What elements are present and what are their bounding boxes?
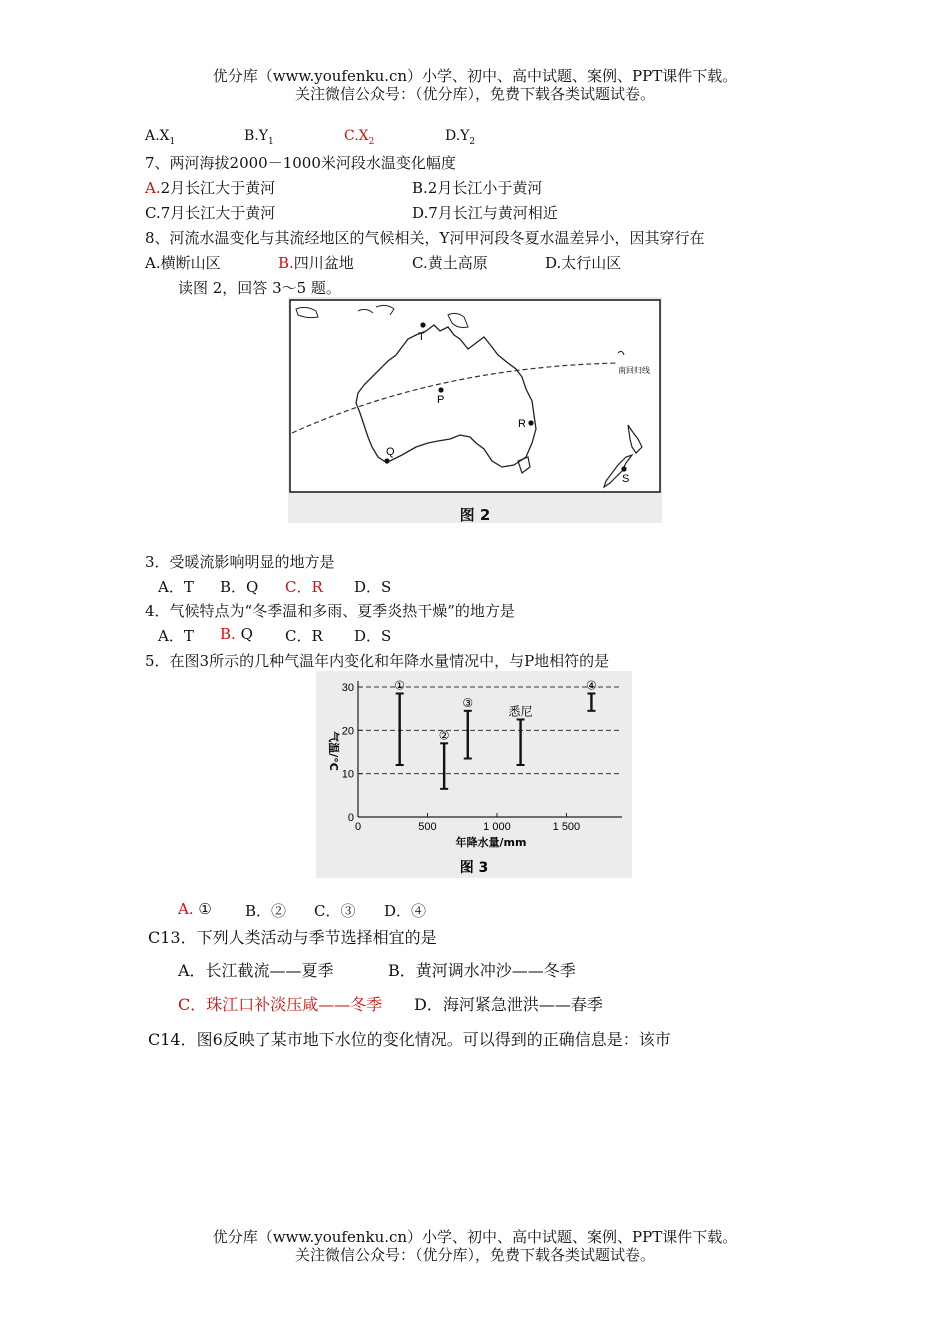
chart-x-axis-label: 年降水量/mm (455, 836, 527, 849)
q13-option-c: C．珠江口补淡压咸——冬季 (178, 995, 383, 1014)
q6-option-b: $B.Y_1$ (244, 128, 274, 147)
header-line-1: 优分库（www.youfenku.cn）小学、初中、高中试题、案例、PPT课件下载。 (212, 67, 738, 85)
footer-line-2: 关注微信公众号：（优分库），免费下载各类试题试卷。 (294, 1246, 655, 1264)
q3-option-b: B．Q (220, 578, 259, 596)
chart-y-axis-label: 气温/°C (327, 731, 340, 771)
q5-option-c: C．③ (314, 902, 356, 920)
x-tick-label-0: 0 (354, 821, 362, 833)
q7-option-b: B.2月长江小于黄河 (412, 179, 543, 197)
q7-option-d: D.7月长江与黄河相近 (412, 204, 558, 222)
point-s-marker (621, 466, 626, 471)
y-tick-label-3: 30 (341, 682, 354, 694)
point-p-label: P (437, 394, 445, 406)
point-r-label: R (518, 418, 526, 430)
q4-option-c: C．R (285, 627, 323, 645)
q4-option-a: A．T (158, 627, 194, 645)
q6-option-c: $C.X_2$ (344, 128, 375, 147)
range-label-0: ① (394, 678, 406, 693)
q6-option-a: $A.X_1$ (145, 128, 176, 147)
map-frame (290, 300, 660, 492)
footer-line-1: 优分库（www.youfenku.cn）小学、初中、高中试题、案例、PPT课件下载。 (212, 1228, 738, 1246)
q13-option-d: D．海河紧急泄洪——春季 (414, 995, 603, 1014)
q4-option-d: D．S (354, 627, 392, 645)
q8-option-c: C.黄土高原 (412, 254, 488, 272)
range-label-3: 悉尼 (508, 704, 533, 719)
q5-option-d: D．④ (384, 902, 427, 920)
range-label-4: ④ (586, 678, 597, 693)
chart-figure (316, 671, 632, 878)
y-tick-label-0: 0 (347, 812, 354, 824)
australia-map (288, 297, 662, 523)
q5-option-b: B．② (245, 902, 287, 920)
y-tick-label-1: 10 (341, 768, 354, 781)
q3-option-d: D．S (354, 578, 392, 596)
point-t-label: T (418, 331, 425, 343)
x-tick-label-2: 1 000 (483, 821, 511, 833)
map-figure (288, 297, 662, 523)
q5-stem: 5．在图3所示的几种气温年内变化和年降水量情况中，与P地相符的是 (145, 652, 610, 670)
q14-stem: C14．图6反映了某市地下水位的变化情况。可以得到的正确信息是：该市 (148, 1030, 671, 1049)
point-s-label: S (622, 473, 630, 485)
point-q-label: Q (386, 446, 395, 458)
point-q-marker (384, 458, 389, 463)
y-tick-label-2: 20 (341, 725, 354, 738)
q7-option-a: A.2月长江大于黄河 (145, 179, 276, 197)
figure-2-caption: 图 2 (459, 506, 491, 524)
figure-3-caption: 图 3 (459, 860, 489, 876)
header-line-2: 关注微信公众号：（优分库），免费下载各类试题试卷。 (294, 85, 655, 103)
point-t-marker (420, 322, 425, 327)
temperature-precipitation-chart (316, 671, 632, 878)
q13-option-a: A．长江截流——夏季 (178, 961, 334, 980)
q8-option-b: B.四川盆地 (278, 254, 354, 272)
q7-stem: 7、两河海拔2000－1000米河段水温变化幅度 (145, 154, 456, 172)
q13-stem: C13．下列人类活动与季节选择相宜的是 (148, 928, 437, 947)
q8-option-a: A.横断山区 (145, 254, 221, 272)
q5-option-a: A. ① (178, 900, 212, 918)
q4-option-b: B. Q (220, 625, 253, 643)
q13-option-b: B．黄河调水冲沙——冬季 (388, 961, 576, 980)
q3-option-c: C．R (285, 578, 323, 596)
q3-option-a: A．T (158, 578, 194, 596)
point-r-marker (528, 420, 533, 425)
reading-instruction: 读图 2，回答 3～5 题。 (178, 279, 341, 297)
x-tick-label-1: 500 (418, 821, 437, 833)
q6-option-d: $D.Y_2$ (445, 128, 476, 147)
range-label-2: ③ (462, 695, 474, 710)
q7-option-c: C.7月长江大于黄河 (145, 204, 276, 222)
q8-option-d: D.太行山区 (545, 254, 622, 272)
q8-stem: 8、河流水温变化与其流经地区的气候相关，Y河甲河段冬夏水温差异小，因其穿行在 (145, 229, 705, 247)
q3-stem: 3．受暖流影响明显的地方是 (145, 553, 335, 571)
q4-stem: 4．气候特点为“冬季温和多雨、夏季炎热干燥”的地方是 (145, 602, 515, 620)
range-label-1: ② (438, 728, 450, 743)
x-tick-label-3: 1 500 (552, 821, 581, 833)
tropic-label: 南回归线 (618, 366, 650, 375)
point-p-marker (438, 387, 443, 392)
